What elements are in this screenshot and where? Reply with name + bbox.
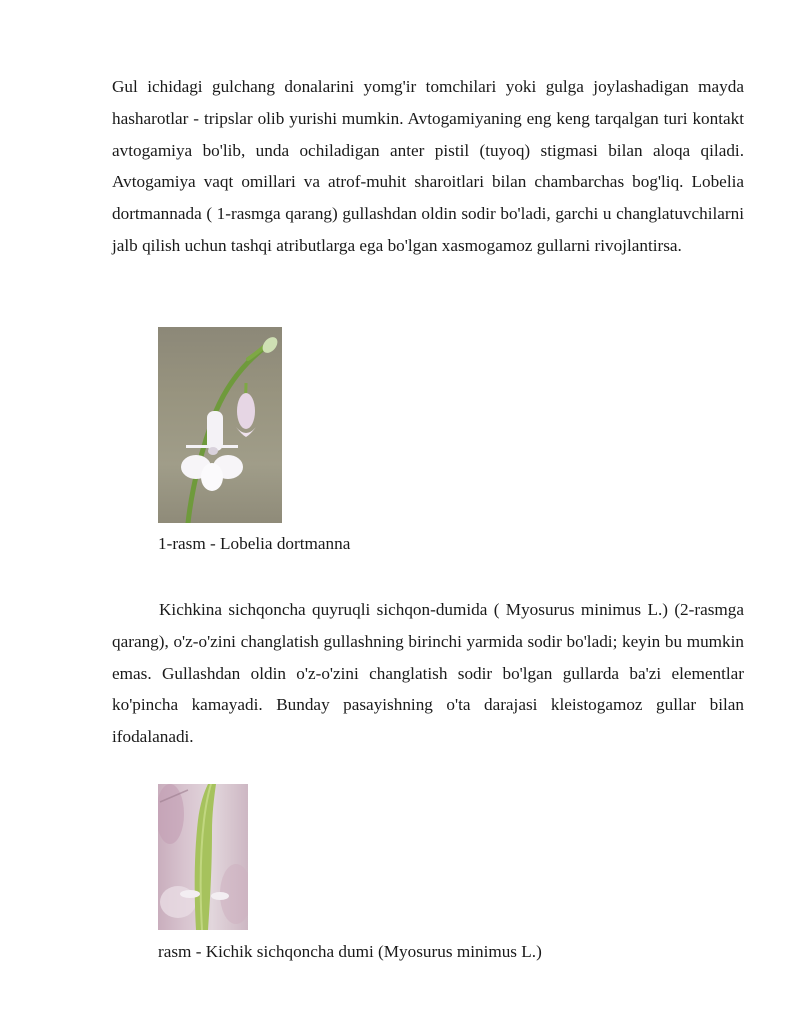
figure-myosurus-photo [158, 784, 248, 930]
figure-lobelia-photo [158, 327, 282, 523]
myosurus-illustration [158, 784, 248, 930]
figure-2-caption: rasm - Kichik sichqoncha dumi (Myosurus minimus L.) [158, 942, 542, 961]
figure-1-caption: 1-rasm - Lobelia dortmanna [158, 534, 351, 553]
body-paragraph-1: Gul ichidagi gulchang donalarini yomg'ir tomchilari yoki gulga joylashadigan mayda hasharotlar - tripslar olib yurishi mumkin. Avtogamiyaning eng keng tarqalgan turi kontakt avtogamiya bo'lib, unda ochiladigan anter pistil (tuyoq) stigmasi bilan aloqa qiladi. Avtogamiya vaqt omillari va atrof-muhit sharoitlari bilan chambarchas bog'liq. Lobelia dortmannada ( 1-rasmga qarang) gullashdan oldin sodir bo'ladi, garchi u changlatuvchilarni jalb qilish uchun tashqi atributlarga ega bo'lgan xasmogamoz gullarni rivojlantirsa. [112, 77, 744, 255]
lobelia-illustration [158, 327, 282, 523]
body-paragraph-2: Kichkina sichqoncha quyruqli sichqon-dumida ( Myosurus minimus L.) (2-rasmga qarang), o'z-o'zini changlatish gullashning birinchi yarmida sodir bo'ladi; keyin bu mumkin emas. Gullashdan oldin o'z-o'zini changlatish sodir bo'lgan gullarda ba'zi elementlar ko'pincha kamayadi. Bunday pasayishning o'ta darajasi kleistogamoz gullar bilan ifodalanadi. [112, 600, 744, 747]
